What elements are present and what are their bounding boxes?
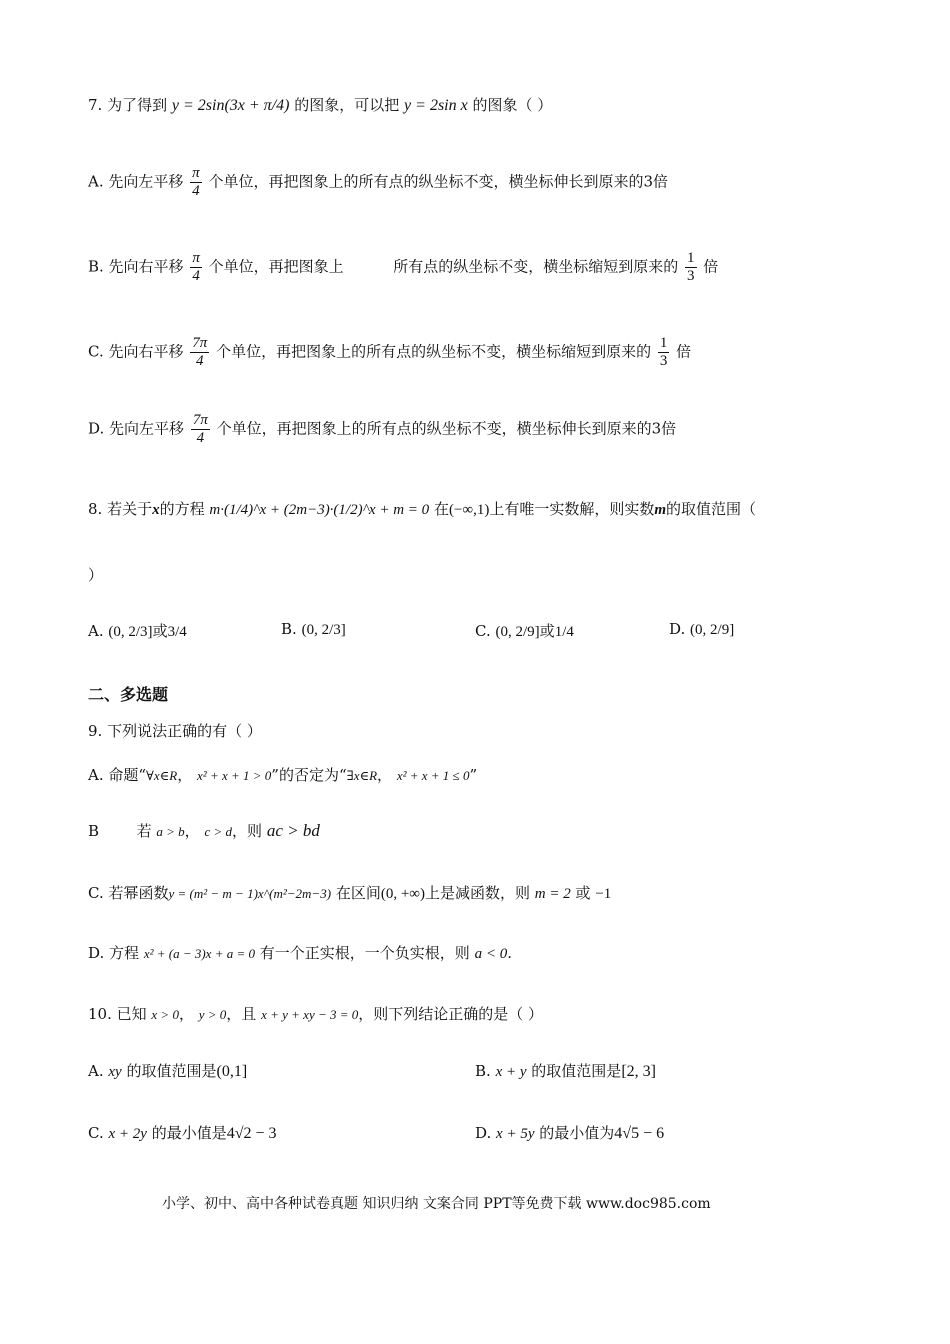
q9-option-d [88,942,512,963]
q7-stem-suffix: 的图象（ ） [472,96,553,114]
q7-stem [88,94,552,115]
q8-stem-b: 在 [433,500,449,518]
section-title: 二、多选题 [88,685,169,704]
scale-fraction [685,250,697,285]
q7-option-c [88,335,691,370]
option-text: 个单位，再把图象上 [208,257,344,276]
option-label: C. 若幂函数 [88,884,169,902]
q9-stem: 9. 下列说法正确的有（ ） [88,722,262,740]
option-value: (0, 2/3] [301,622,346,638]
option-label: A. 命题“ [88,766,147,784]
comma: ， [377,766,393,784]
formula: ac > bd [266,821,320,840]
q8-interval: (−∞,1) [448,502,490,518]
option-text: 个单位，再把图象上的所有点的纵坐标不变，横坐标伸长到原来的3倍 [216,419,677,438]
q10-option-b [475,1060,656,1081]
comma: ， [177,766,193,784]
formula: x + y + xy − 3 = 0 [261,1007,359,1022]
q8-option-d [669,620,734,639]
option-text: 若 [136,822,152,840]
frac-num: 1 [687,250,695,266]
q8-var-m: m [654,502,667,518]
q8-stem-d: 的取值范围（ [666,500,757,518]
comma: ， [184,822,200,840]
option-text: ”的否定为“ [271,766,347,784]
option-or: 或 [152,622,168,640]
option-end: . [507,944,512,962]
shift-fraction [190,165,202,200]
frac-num: 1 [659,335,668,351]
frac-num: π [192,165,200,181]
q7-option-b [88,250,718,285]
frac-den: 3 [659,353,668,369]
shift-fraction [190,335,209,370]
formula: x² + x + 1 ≤ 0 [396,768,470,783]
formula: xy [108,1064,122,1080]
q9-option-a [88,764,477,785]
option-text: ，则 [232,822,263,840]
option-or: 或 [539,622,555,640]
formula: 4√2 − 3 [226,1125,277,1142]
formula: (0,1] [216,1063,248,1080]
option-text: 在区间 [335,884,381,902]
option-text: 的最小值为 [539,1124,615,1142]
formula: y > 0 [198,1007,227,1022]
q7-stem-prefix: 7. 为了得到 [88,96,168,114]
formula: c > d [204,824,233,839]
option-label: C. [88,1124,104,1142]
formula: a > b [156,824,185,839]
formula: m = 2 [534,886,571,902]
frac-den: 4 [192,183,200,199]
option-text: 个单位，再把图象上的所有点的纵坐标不变，横坐标伸长到原来的3倍 [208,172,668,191]
formula: −1 [595,886,612,902]
formula: a < 0 [474,946,508,962]
option-extra: 1/4 [554,624,574,640]
q7-option-a [88,165,668,200]
shift-fraction [190,250,202,285]
option-label: B. [281,620,297,638]
q7-option-d [88,412,676,447]
q7-target-formula: y = 2sin(3x + π/4) [171,97,290,114]
formula: ∃x∈R [346,768,378,783]
option-label: A. [88,622,104,640]
q9-option-c [88,882,611,903]
option-label: A. [88,1062,104,1080]
q7-stem-mid: 的图象，可以把 [294,96,400,114]
comma: ， [178,1005,194,1023]
q10-stem-qie: ，且 [226,1005,257,1023]
q8-stem-a: 的方程 [159,500,205,518]
q8-option-b [281,620,346,639]
formula: x + 5y [496,1126,535,1142]
frac-den: 4 [196,353,204,369]
q10-option-a [88,1060,247,1081]
option-text-2: 所有点的纵坐标不变，横坐标缩短到原来的 [393,257,679,276]
formula: x + 2y [108,1126,147,1142]
option-value: (0, 2/9] [495,624,540,640]
shift-fraction [191,412,210,447]
q7-source-formula: y = 2sin x [404,97,468,114]
option-text: 的取值范围是 [531,1062,622,1080]
option-value: (0, 2/9] [690,622,735,638]
option-label: B. [475,1062,491,1080]
option-text-3: 倍 [703,257,719,276]
formula: ∀x∈R [146,768,178,783]
option-text: 个单位，再把图象上的所有点的纵坐标不变，横坐标缩短到原来的 [216,342,652,361]
option-text: 上是减函数，则 [425,884,531,902]
formula: [2, 3] [621,1063,656,1080]
option-or: 或 [575,884,591,902]
formula: 4√5 − 6 [614,1125,665,1142]
option-end: ” [469,766,478,784]
q10-option-c [88,1122,277,1143]
q8-var-x: x [152,502,160,518]
q10-stem [88,1003,543,1024]
option-label: C. 先向右平移 [88,342,184,361]
q8-option-c [475,620,574,641]
frac-num: 7π [192,335,208,351]
q8-stem-tail: ） [88,566,104,584]
formula: x > 0 [151,1007,179,1022]
option-text: 的取值范围是 [126,1062,217,1080]
option-value: (0, 2/3] [108,624,153,640]
page-footer: 小学、初中、高中各种试卷真题 知识归纳 文案合同 PPT等免费下载 www.doc985.com [162,1196,711,1212]
frac-num: π [192,250,200,266]
option-label: A. 先向左平移 [88,172,184,191]
frac-den: 3 [687,268,695,284]
formula: x² + (a − 3)x + a = 0 [143,946,255,961]
formula: y = (m² − m − 1)x^(m²−2m−3) [168,886,332,901]
option-label: B. 先向右平移 [88,257,184,276]
option-text: 的最小值是 [151,1124,227,1142]
formula: x + y [495,1064,527,1080]
frac-den: 4 [196,430,205,446]
option-label: C. [475,622,491,640]
formula: (0, +∞) [380,886,425,902]
q10-stem-prefix: 10. 已知 [88,1005,147,1023]
q8-option-a [88,620,187,641]
q9-option-b [88,820,320,841]
option-label: D. [475,1124,492,1142]
option-label: D. 方程 [88,944,140,962]
q8-stem-c: 上有唯一实数解，则实数 [489,500,655,518]
q10-option-d [475,1122,664,1143]
frac-num: 7π [192,412,208,428]
option-extra: 3/4 [167,624,187,640]
q8-stem-prefix: 8. 若关于 [88,500,153,518]
option-label: D. [669,620,686,638]
formula: x² + x + 1 > 0 [197,768,272,783]
q8-stem [88,498,756,519]
option-text-3: 倍 [676,342,692,361]
frac-den: 4 [192,268,200,284]
option-text: 有一个正实根，一个负实根，则 [259,944,470,962]
q8-equation: m·(1/4)^x + (2m−3)·(1/2)^x + m = 0 [209,502,430,518]
scale-fraction [658,335,670,370]
q10-stem-suffix: ，则下列结论正确的是（ ） [358,1005,544,1023]
option-label: D. 先向左平移 [88,419,185,438]
option-label: B [88,822,100,840]
